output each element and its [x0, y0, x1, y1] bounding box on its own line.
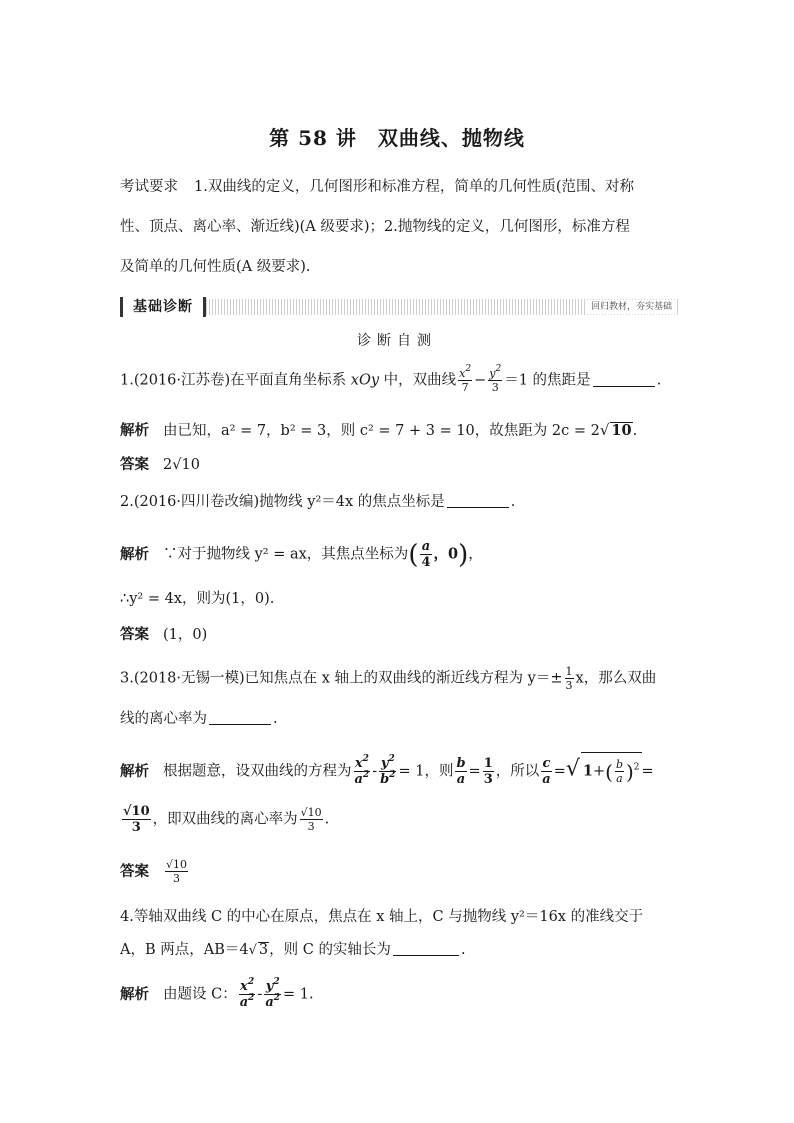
section-heading: 诊断自测 [357, 333, 437, 349]
question-2: 2.(2016·四川卷改编)抛物线 y²＝4x 的焦点坐标是 . [120, 494, 516, 510]
section-bar [120, 297, 680, 317]
q1-answer: 答案 2√10 [120, 456, 200, 473]
q3-answer: 答案 $\frac{√10}{3}$ [120, 858, 188, 885]
fraction-b-a-inner: $\frac{b}{a}$ [615, 758, 623, 785]
fraction-1-3: $\frac{1}{3}$ [565, 665, 573, 692]
q2-analysis-continued: ∴y² = 4x，则为(1，0). [120, 591, 275, 607]
answer-blank [593, 372, 655, 387]
answer-blank [393, 941, 459, 956]
fraction-a-4: $\frac{a}{4}$ [421, 539, 431, 570]
fraction-x2-7: $\frac{x^2}{7}$ [459, 364, 472, 394]
q4-analysis: 解析 由题设 C： $\frac{x^2}{a^2}$ - $\frac{y^2}{a^2}$ = 1. [120, 977, 314, 1010]
q2-answer: 答案 (1，0) [120, 626, 208, 643]
requirements-label: 考试要求 [120, 179, 178, 195]
fraction-y2-3: $\frac{y^2}{3}$ [489, 364, 502, 394]
q2-analysis: 解析 ∵对于抛物线 y² = ax，其焦点坐标为( $\frac{a}{4}$ ，0)， [120, 539, 483, 570]
fraction-x2-a2: $\frac{x^2}{a^2}$ [239, 977, 255, 1010]
q1-analysis: 解析 由已知，a² = 7，b² = 3，则 c² = 7 + 3 = 10，故焦距为 2c = 2√ 10. [120, 421, 638, 439]
q3-analysis-continued: $\frac{√10}{3}$ ，即双曲线的离心率为 $\frac{√10}{3}$ . [123, 804, 330, 835]
exam-requirements-line-2: 性、顶点、离心率、渐近线)(A 级要求)；2.抛物线的定义，几何图形，标准方程 [120, 219, 630, 235]
fraction-sqrt10-3-small: $\frac{√10}{3}$ [300, 806, 322, 833]
question-4: 4.等轴双曲线 C 的中心在原点，焦点在 x 轴上，C 与抛物线 y²＝16x 的准线交于 [120, 909, 644, 925]
fraction-y2-b2: $\frac{y^2}{b^2}$ [380, 754, 396, 787]
fraction-1-3: $\frac{1}{3}$ [483, 756, 493, 787]
exam-requirements-line-1: 考试要求 1.双曲线的定义，几何图形和标准方程，简单的几何性质(范围、对称 [120, 179, 634, 195]
page-title: 第 58 讲 双曲线、抛物线 [269, 126, 525, 150]
fraction-y2-a2: $\frac{y^2}{a^2}$ [265, 977, 281, 1010]
answer-fraction-sqrt10-3: $\frac{√10}{3}$ [166, 858, 188, 885]
section-bar-note: 回归教材，夯实基础 [587, 300, 676, 314]
question-3-continued: 线的离心率为 . [120, 711, 278, 727]
answer-blank [447, 493, 509, 508]
fraction-b-a: $\frac{b}{a}$ [456, 756, 466, 787]
fraction-sqrt10-3: $\frac{√10}{3}$ [123, 804, 150, 835]
q3-analysis: 解析 根据题意，设双曲线的方程为 $\frac{x^2}{a^2}$ - $\frac{y^2}{b^2}$ = 1，则 $\frac{b}{a}$ = $\frac{1}{3}$ ，所以 $\frac{c}{a}$ =√ 1+( $\frac{b}{a}$ )$^2$ = [120, 752, 680, 790]
fraction-x2-a2: $\frac{x^2}{a^2}$ [354, 754, 370, 787]
exam-requirements-line-3: 及简单的几何性质(A 级要求). [120, 259, 311, 275]
fraction-c-a: $\frac{c}{a}$ [542, 756, 551, 787]
question-1: 1.(2016·江苏卷)在平面直角坐标系 xOy 中，双曲线 $\frac{x^2}{7}$ − $\frac{y^2}{3}$ ＝1 的焦距是 . [120, 364, 662, 394]
question-4-continued: A，B 两点，AB＝4√ 3，则 C 的实轴长为 . [120, 942, 466, 958]
answer-blank [209, 710, 271, 725]
section-bar-label: 基础诊断 [120, 297, 206, 317]
question-3: 3.(2018·无锡一模)已知焦点在 x 轴上的双曲线的渐近线方程为 y＝± $\frac{1}{3}$ x，那么双曲 [120, 665, 657, 692]
